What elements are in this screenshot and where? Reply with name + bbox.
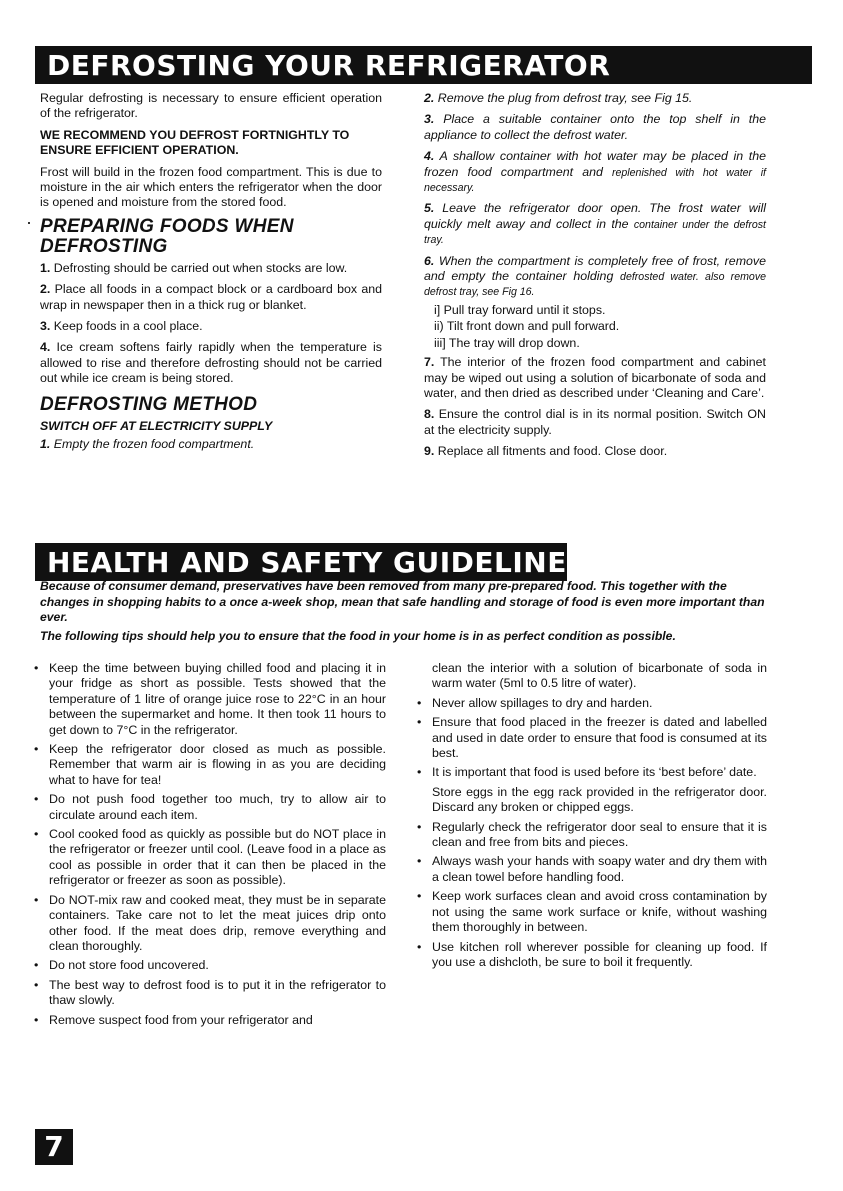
eggs-tip: Store eggs in the egg rack provided in the refrigerator door. Discard any broken or chipped eggs. [432, 784, 767, 815]
tip-item: • Never allow spillages to dry and harden. [423, 696, 767, 711]
tip-item: • Do NOT-mix raw and cooked meat, they must be in separate containers. Take care not to let the meat juices drip onto other food. If the meat does drip, remove everything and clean thoroughly. [40, 893, 386, 955]
tip-item: • Keep work surfaces clean and avoid cross contamination by not using the same work surface or knife, without washing them thoroughly in between. [423, 889, 767, 935]
method-step-2: 2. Remove the plug from defrost tray, see Fig 15. [424, 91, 693, 105]
defrost-column-left [40, 91, 382, 459]
sub-step-2: ii) Tilt front down and pull forward. [434, 319, 620, 334]
preparing-heading: PREPARING FOODS WHEN DEFROSTING [40, 215, 294, 257]
prep-step-2: 2. Place all foods in a compact block or a cardboard box and wrap in newspaper then in a thick rug or blanket. [40, 282, 382, 312]
defrost-frost-text: Frost will build in the frozen food compartment. This is due to moisture in the air which enters the refrigerator when the door is opened and moisture from the stored food. [40, 164, 382, 210]
health-column-right [423, 661, 767, 974]
method-step-9: 9. Replace all fitments and food. Close door. [424, 444, 668, 459]
tip-item: • Do not store food uncovered. [40, 958, 386, 973]
method-step-6: 6. When the compartment is completely free of frost, remove and empty the container holding defrosted water. also remove defrost tray, see Fig 16. [424, 253, 767, 299]
sub-step-1: i] Pull tray forward until it stops. [434, 302, 606, 317]
tip-item: • Ensure that food placed in the freezer is dated and labelled and used in date order to ensure that food is consumed at its best. [423, 715, 767, 761]
tip-item: • Use kitchen roll wherever possible for cleaning up food. If you use a dishcloth, be sure to boil it frequently. [423, 940, 767, 971]
tip-item: • Keep the refrigerator door closed as much as possible. Remember that warm air is flowing in as you are deciding what to have for tea! [40, 742, 386, 788]
defrost-intro: Regular defrosting is necessary to ensure efficient operation of the refrigerator. [40, 91, 382, 121]
method-step-1: 1. Empty the frozen food compartment. [40, 437, 255, 452]
prep-step-3: 3. Keep foods in a cool place. [40, 319, 203, 334]
tip-item: • The best way to defrost food is to put it in the refrigerator to thaw slowly. [40, 978, 386, 1009]
tip-item: • Remove suspect food from your refrigerator and [40, 1013, 386, 1028]
defrosting-banner: DEFROSTING YOUR REFRIGERATOR [35, 46, 812, 84]
health-column-left [40, 661, 386, 1032]
health-intro [40, 579, 770, 647]
tip-item: • Regularly check the refrigerator door seal to ensure that it is clean and free from bits and pieces. [423, 820, 767, 851]
tip-item: • Do not push food together too much, try to allow air to circulate around each item. [40, 792, 386, 823]
tip-item: • It is important that food is used before its ‘best before’ date. [423, 765, 767, 780]
margin-mark [28, 222, 30, 224]
switch-off-note: SWITCH OFF AT ELECTRICITY SUPPLY [40, 418, 273, 433]
health-safety-banner: HEALTH AND SAFETY GUIDELINES [35, 543, 567, 581]
tip-item: • Always wash your hands with soapy water and dry them with a clean towel before handling food. [423, 854, 767, 885]
prep-step-1: 1. Defrosting should be carried out when stocks are low. [40, 260, 348, 275]
page-number: 7 [35, 1129, 73, 1165]
tip-item: • Cool cooked food as quickly as possible but do NOT place in the refrigerator or freezer until cool. (Leave food in a place as cool as possible in order that it can then be placed in the refrigerator or freezer as soon as possible). [40, 827, 386, 889]
health-intro-text: Because of consumer demand, preservatives have been removed from many pre-prepared food. This together with the changes in shopping habits to a once a-week shop, mean that safe handling and storage of food is even more important than ever. [40, 579, 765, 625]
defrost-column-right [424, 91, 766, 466]
prep-step-4: 4. Ice cream softens fairly rapidly when the temperature is allowed to rise and therefore defrosting should not be carried out while ice cream is being stored. [40, 340, 382, 386]
method-step-8: 8. Ensure the control dial is in its normal position. Switch ON at the electricity supply. [424, 407, 766, 437]
sub-steps [434, 303, 766, 351]
method-step-5: 5. Leave the refrigerator door open. The frost water will quickly melt away and collect in the container under the defrost tray. [424, 201, 766, 247]
method-step-3: 3. Place a suitable container onto the top shelf in the appliance to collect the defrost water. [424, 112, 767, 142]
defrost-recommendation: WE RECOMMEND YOU DEFROST FORTNIGHTLY TO ENSURE EFFICIENT OPERATION. [40, 127, 350, 158]
sub-step-3: iii] The tray will drop down. [434, 335, 580, 350]
tip-continuation: clean the interior with a solution of bicarbonate of soda in warm water (5ml to 0.5 litre of water). [432, 661, 767, 691]
method-heading: DEFROSTING METHOD [40, 393, 258, 415]
method-step-7: 7. The interior of the frozen food compartment and cabinet may be wiped out using a solution of bicarbonate of soda and water, and then dried as described under ‘Cleaning and Care’. [424, 355, 766, 400]
method-step-4: 4. A shallow container with hot water may be placed in the frozen food compartment and replenished with hot water if necessary. [424, 149, 767, 195]
health-tips-intro: The following tips should help you to ensure that the food in your home is in as perfect condition as possible. [40, 628, 676, 643]
tip-item: • Keep the time between buying chilled food and placing it in your fridge as short as possible. Tests showed that the temperature of 1 litre of orange juice rose to 22°C in an hour between the supermarket and home. It then took 11 hours to get down to 7°C in the refrigerator. [40, 661, 386, 738]
